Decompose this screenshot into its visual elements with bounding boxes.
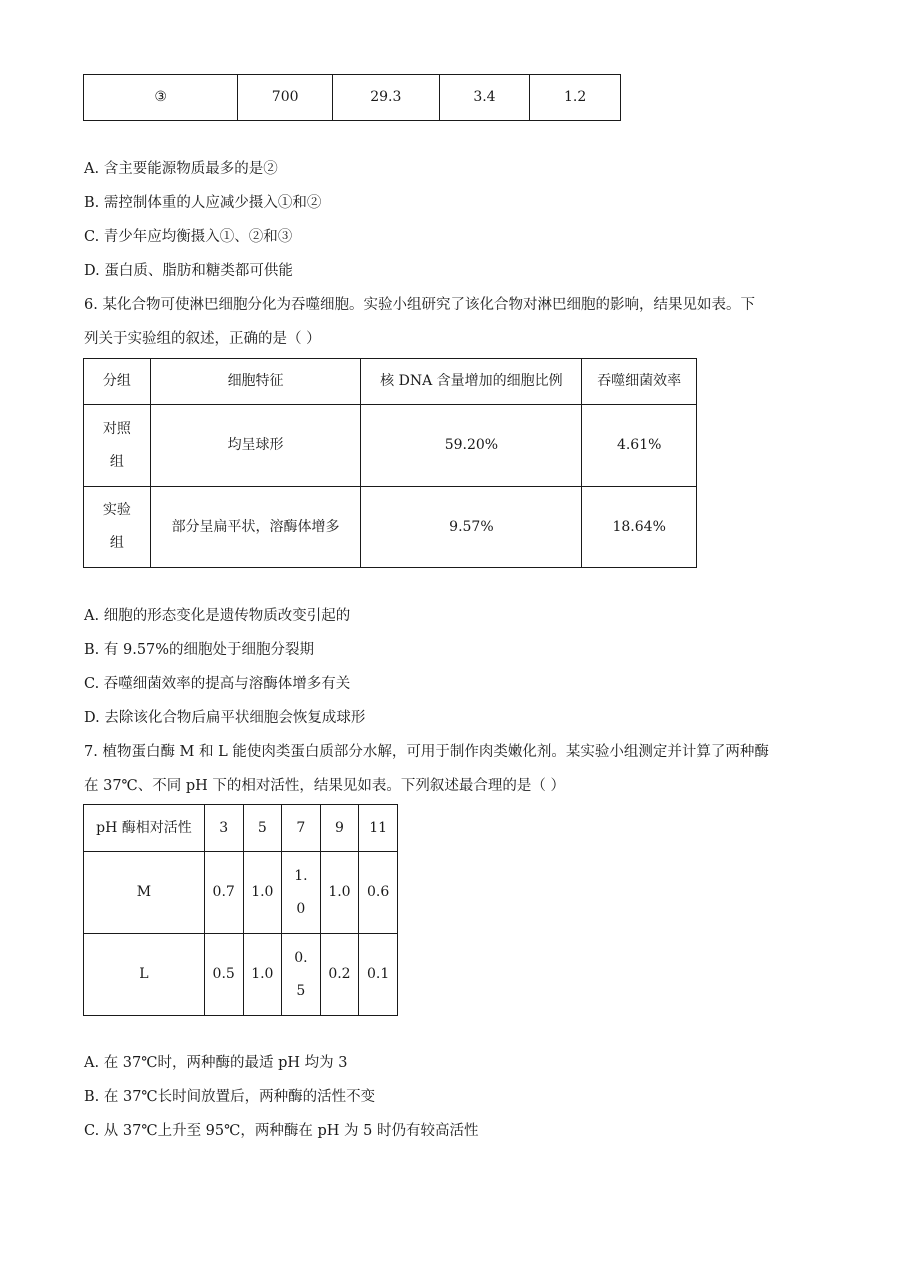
option-b: B. 有 9.57%的细胞处于细胞分裂期: [84, 642, 315, 658]
ratio-cell: 59.20%: [361, 405, 582, 487]
activity-cell: [282, 852, 320, 934]
table-row: [84, 487, 697, 568]
option-b: B. 在 37℃长时间放置后，两种酶的活性不变: [84, 1089, 376, 1105]
ph-header: 3: [204, 805, 243, 852]
efficiency-cell: 18.64%: [582, 487, 697, 568]
activity-cell: 0.6: [359, 852, 398, 934]
header-cell: 核 DNA 含量增加的细胞比例: [361, 359, 582, 405]
activity-cell: 0.5: [204, 934, 243, 1016]
activity-cell: 1.0: [243, 934, 282, 1016]
activity-cell-line1: 0.: [294, 949, 308, 966]
header-cell: 吞噬细菌效率: [582, 359, 697, 405]
group-cell: [84, 487, 151, 568]
group-label-line1: 实验: [102, 502, 131, 518]
table-cell: ③: [84, 75, 238, 121]
ratio-cell: 9.57%: [361, 487, 582, 568]
table-cell: 29.3: [332, 75, 439, 121]
activity-cell: 0.1: [359, 934, 398, 1016]
activity-cell: 1.0: [320, 852, 359, 934]
table-cell: 1.2: [530, 75, 621, 121]
option-c: C. 从 37℃上升至 95℃，两种酶在 pH 为 5 时仍有较高活性: [84, 1123, 479, 1139]
option-b: B. 需控制体重的人应减少摄入①和②: [84, 195, 322, 211]
question-6-stem: 6. 某化合物可使淋巴细胞分化为吞噬细胞。实验小组研究了该化合物对淋巴细胞的影响，结果见如表。下: [84, 297, 755, 313]
feature-cell: 均呈球形: [150, 405, 361, 487]
header-cell: pH 酶相对活性: [84, 805, 205, 852]
nutrition-table-continued: [83, 74, 621, 121]
enzyme-cell: L: [84, 934, 205, 1016]
table-header-row: [84, 805, 398, 852]
question-6-stem-cont: 列关于实验组的叙述，正确的是（ ）: [84, 331, 321, 347]
enzyme-activity-table: [83, 804, 398, 1016]
option-c: C. 吞噬细菌效率的提高与溶酶体增多有关: [84, 676, 351, 692]
lymphocyte-table: [83, 358, 697, 568]
table-row: [84, 852, 398, 934]
activity-cell: 0.7: [204, 852, 243, 934]
option-a: A. 细胞的形态变化是遗传物质改变引起的: [84, 608, 351, 624]
activity-cell: 1.0: [243, 852, 282, 934]
group-cell: [84, 405, 151, 487]
activity-cell-line1: 1.: [294, 867, 308, 884]
activity-cell-line2: 0: [296, 900, 306, 917]
activity-cell: 0.2: [320, 934, 359, 1016]
ph-header: 5: [243, 805, 282, 852]
table-header-row: [84, 359, 697, 405]
activity-cell-line2: 5: [296, 982, 306, 999]
option-c: C. 青少年应均衡摄入①、②和③: [84, 229, 293, 245]
option-a: A. 在 37℃时，两种酶的最适 pH 均为 3: [84, 1055, 348, 1071]
enzyme-cell: M: [84, 852, 205, 934]
ph-header: 11: [359, 805, 398, 852]
table-cell: 3.4: [439, 75, 530, 121]
table-row: [84, 405, 697, 487]
feature-cell: 部分呈扁平状，溶酶体增多: [150, 487, 361, 568]
option-d: D. 蛋白质、脂肪和糖类都可供能: [84, 263, 293, 279]
efficiency-cell: 4.61%: [582, 405, 697, 487]
header-cell: 细胞特征: [150, 359, 361, 405]
group-label-line1: 对照: [102, 420, 131, 437]
option-d: D. 去除该化合物后扁平状细胞会恢复成球形: [84, 710, 366, 726]
group-label-line2: 组: [109, 453, 124, 470]
ph-header: 9: [320, 805, 359, 852]
question-7-stem: 7. 植物蛋白酶 M 和 L 能使肉类蛋白质部分水解，可用于制作肉类嫩化剂。某实验小组测定并计算了两种酶: [84, 744, 769, 760]
question-7-stem-cont: 在 37℃、不同 pH 下的相对活性，结果见如表。下列叙述最合理的是（ ）: [84, 778, 566, 794]
option-a: A. 含主要能源物质最多的是②: [84, 161, 278, 177]
table-row: [84, 934, 398, 1016]
header-cell: 分组: [84, 359, 151, 405]
table-cell: 700: [238, 75, 333, 121]
ph-header: 7: [282, 805, 320, 852]
activity-cell: [282, 934, 320, 1016]
table-row: [84, 75, 621, 121]
group-label-line2: 组: [109, 535, 124, 551]
